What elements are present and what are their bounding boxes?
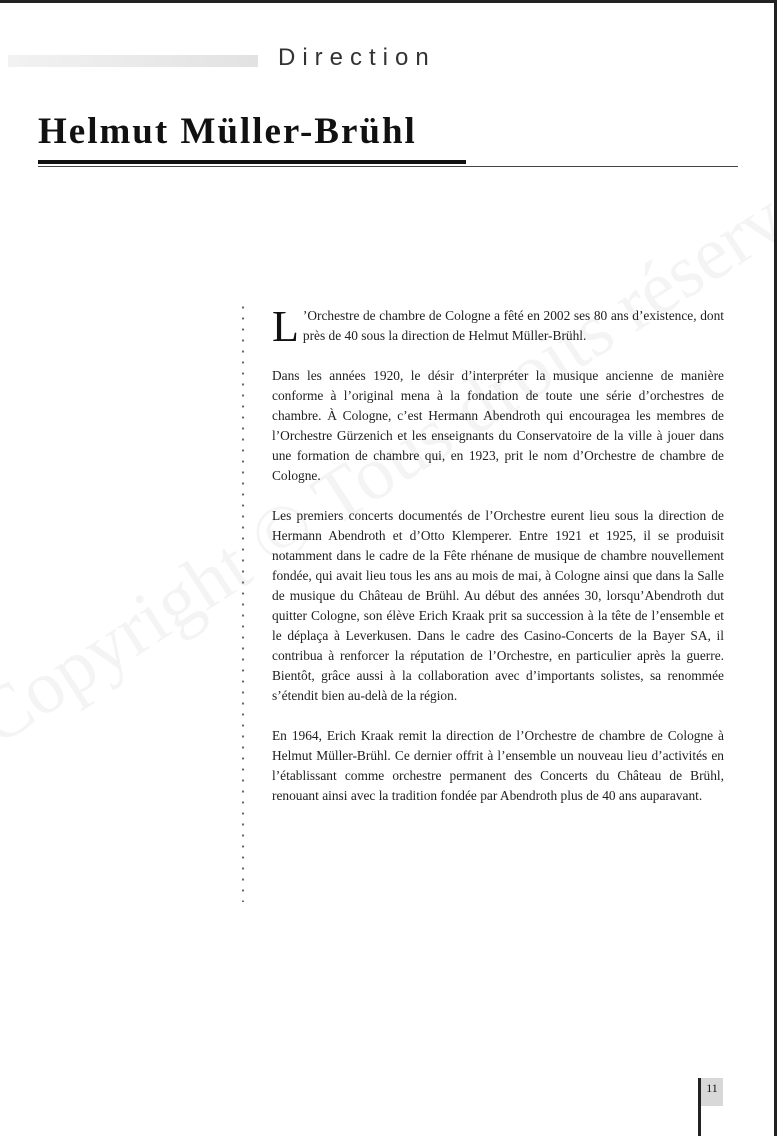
article-paragraph-3: Les premiers concerts documentés de l’Orchestre eurent lieu sous la direction de Hermann Abendroth et d’Otto Klemperer. Entre 1921 et 1925, il se produisit notamment dans le cadre de la Fête rhénane de musique de chambre nouvellement fondée, qui avait lieu tous les ans au mois de mai, à Cologne ainsi que dans la Salle de musique du Château de Brühl. Au début des années 30, lorsqu’Abendroth dut quitter Cologne, son élève Erich Kraak prit sa succession à la tête de l’ensemble et le déplaça à Leverkusen. Dans le cadre des Casino-Concerts de la Bayer SA, il contribua à renforcer la réputation de l’Orchestre, en particulier après la guerre. Bientôt, grâce aussi à la collaboration avec d’importants solistes, sa renommée s’étendit bien au-delà de la région. xyxy=(272,508,724,703)
page-edge-top xyxy=(0,0,777,3)
article-paragraph-2: Dans les années 1920, le désir d’interpréter la musique ancienne de manière conforme à l’original mena à la fondation de toute une série d’orchestres de chambre. À Cologne, c’est Hermann Abendroth qui encouragea les membres de l’Orchestre Gürzenich et les enseignants du Conservatoire de la ville à jouer dans une formation de chambre qui, en 1923, prit le nom d’Orchestre de chambre de Cologne. xyxy=(272,368,724,483)
drop-cap: L xyxy=(272,302,299,351)
section-bar xyxy=(8,55,258,67)
article-body xyxy=(272,302,724,826)
margin-dots xyxy=(238,302,248,902)
paragraph-1-text: ’Orchestre de chambre de Cologne a fêté en 2002 ses 80 ans d’existence, dont près de 40 sous la direction de Helmut Müller-Brühl. xyxy=(302,308,724,343)
title-rule-thick xyxy=(38,160,466,164)
title-rule-thin xyxy=(38,166,738,167)
page-number: 11 xyxy=(701,1078,723,1106)
page-title: Helmut Müller-Brühl xyxy=(38,111,417,152)
article-paragraph-1 xyxy=(272,302,724,351)
article-paragraph-4: En 1964, Erich Kraak remit la direction de l’Orchestre de chambre de Cologne à Helmut Müller-Brühl. Ce dernier offrit à l’ensemble un nouveau lieu d’activités en l’établissant comme orchestre permanent des Concerts du Château de Brühl, renouant ainsi avec la tradition fondée par Abendroth plus de 40 ans auparavant. xyxy=(272,728,724,803)
section-label: Direction xyxy=(278,44,436,71)
